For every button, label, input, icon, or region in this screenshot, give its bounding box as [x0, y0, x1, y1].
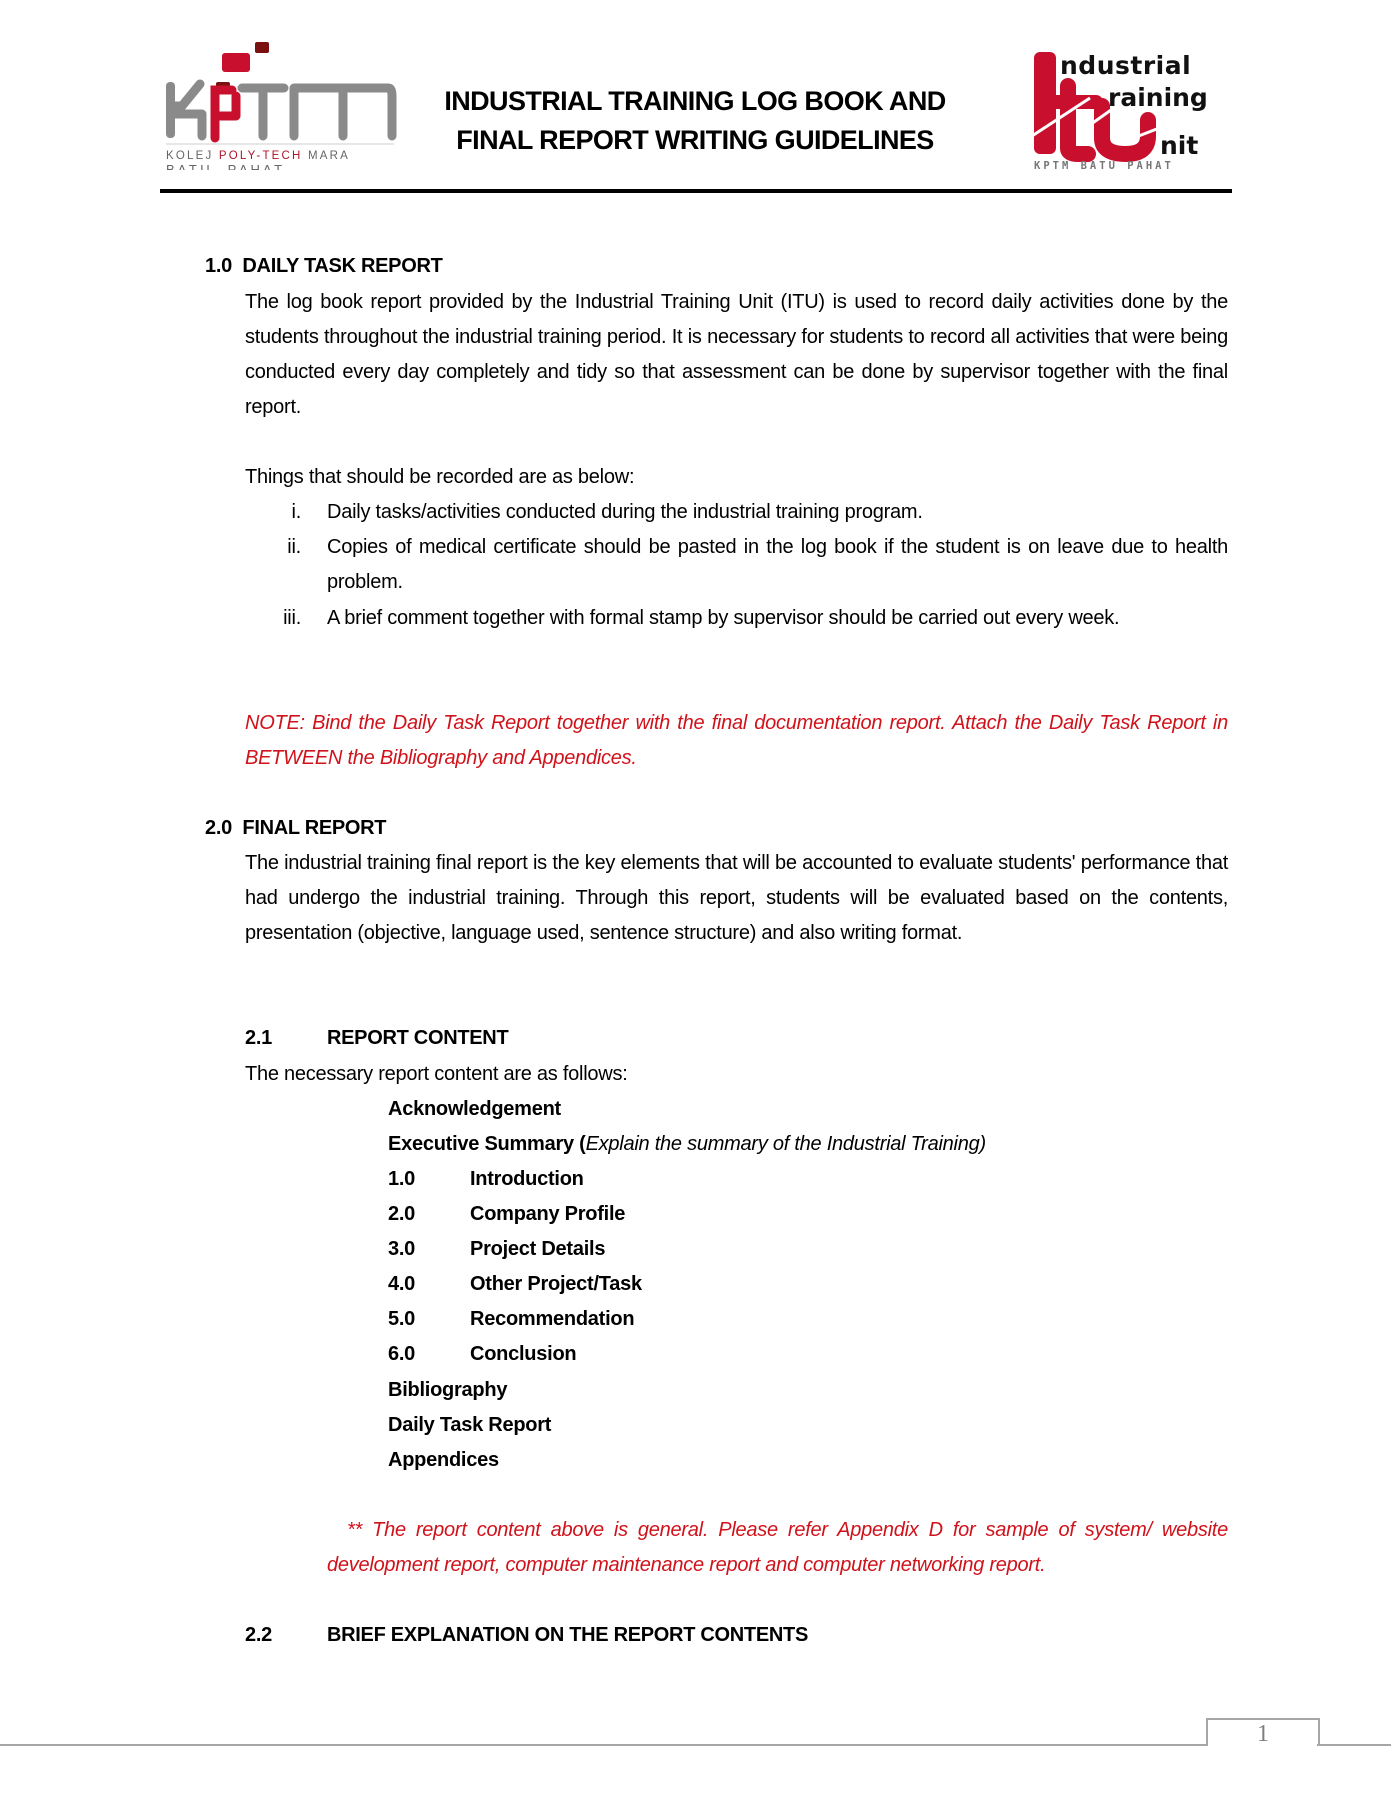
toc-item-conclusion [388, 1337, 576, 1372]
itu-logo [1030, 48, 1215, 173]
list-item-1 [245, 495, 1228, 530]
kptm-line1-c: MARA [307, 150, 350, 162]
toc-title: Project Details [470, 1238, 606, 1260]
toc-title: Introduction [470, 1168, 584, 1190]
list-item-number: ii. [287, 536, 301, 558]
toc-title: Appendices [388, 1449, 499, 1471]
toc-item-executive-summary [388, 1127, 986, 1162]
toc-title: Bibliography [388, 1379, 508, 1401]
toc-note: Explain the summary of the Industrial Training) [585, 1133, 986, 1155]
kptm-line2: B A T U P A H A T [166, 162, 283, 170]
subsection-2-1-title: REPORT CONTENT [327, 1027, 509, 1049]
toc-number: 4.0 [388, 1273, 416, 1295]
title-line-1: INDUSTRIAL TRAINING LOG BOOK AND [444, 86, 946, 116]
itu-word-training: raining [1108, 83, 1208, 112]
list-item-text: A brief comment together with formal stamp by supervisor should be carried out every week. [327, 607, 1120, 629]
toc-title: Conclusion [470, 1343, 577, 1365]
list-item-number: i. [291, 501, 301, 523]
subsection-2-1-number: 2.1 [245, 1027, 272, 1049]
kptm-logo-graphic [160, 40, 400, 170]
toc-number: 5.0 [388, 1308, 416, 1330]
toc-title: Acknowledgement [388, 1098, 561, 1120]
toc-title: Daily Task Report [388, 1414, 552, 1436]
section-2-paragraph: The industrial training final report is the key elements that will be accounted to evaluate students' performance that had undergo the industrial training. Through this report, students will be evaluated based on the contents, presentation (objective, language used, sentence structure) and also writing format. [245, 852, 1228, 944]
list-item-text: Daily tasks/activities conducted during the industrial training program. [327, 501, 923, 523]
itu-word-industrial: ndustrial [1060, 51, 1192, 80]
toc-number: 6.0 [388, 1343, 416, 1365]
toc-item-project-details [388, 1232, 605, 1267]
toc-number: 3.0 [388, 1238, 416, 1260]
list-intro: Things that should be recorded are as below: [245, 466, 635, 488]
svg-text:KOLEJ POLY-TECH MA [166, 150, 350, 162]
toc-title: Company Profile [470, 1203, 626, 1225]
toc-item-introduction [388, 1162, 584, 1197]
title-line-2: FINAL REPORT WRITING GUIDELINES [456, 125, 934, 155]
list-item-2 [245, 530, 1228, 600]
toc-item-other-project [388, 1267, 642, 1302]
itu-logo-graphic [1030, 48, 1215, 173]
kptm-line1-a: KOLEJ [166, 150, 214, 162]
section-1-paragraph: The log book report provided by the Industrial Training Unit (ITU) is used to record daily activities done by the students throughout the industrial training period. It is necessary for students to record all activities that were being conducted every day completely and tidy so that assessment can be done by supervisor together with the final report. [245, 291, 1228, 418]
subsection-2-2-title: BRIEF EXPLANATION ON THE REPORT CONTENTS [327, 1624, 808, 1646]
toc-number: 2.0 [388, 1203, 416, 1225]
document-title [400, 82, 990, 160]
subsection-2-2-number: 2.2 [245, 1624, 272, 1646]
footer-rule-left [0, 1744, 1207, 1746]
list-item-3 [245, 601, 1228, 671]
itu-footer-text: KPTM BATU PAHAT [1034, 160, 1174, 172]
daily-task-note: NOTE: Bind the Daily Task Report together with the final documentation report. Attach the Daily Task Report in BETWEEN the Bibliography and Appendices. [245, 712, 1228, 769]
report-content-intro: The necessary report content are as follows: [245, 1063, 628, 1085]
kptm-line1-b: POLY-TECH [218, 150, 303, 162]
toc-item-acknowledgement [388, 1092, 561, 1127]
footer-rule-right [1317, 1744, 1391, 1746]
toc-title: Recommendation [470, 1308, 635, 1330]
toc-title: Other Project/Task [470, 1273, 642, 1295]
itu-word-unit: nit [1160, 131, 1199, 160]
toc-item-company-profile [388, 1197, 625, 1232]
section-1-heading: 1.0 DAILY TASK REPORT [205, 255, 443, 277]
page-number: 1 [1257, 1721, 1269, 1747]
list-item-text: Copies of medical certificate should be pasted in the log book if the student is on leave due to health problem. [327, 536, 1228, 593]
toc-item-appendices [388, 1443, 499, 1478]
kptm-logo [160, 40, 400, 170]
toc-title: Executive Summary ( [388, 1133, 586, 1155]
toc-item-recommendation [388, 1302, 634, 1337]
report-content-remark: ** The report content above is general. Please refer Appendix D for sample of system/ website development report, computer maintenance report and computer networking report. [327, 1519, 1228, 1576]
toc-item-bibliography [388, 1373, 507, 1408]
toc-item-daily-task-report [388, 1408, 551, 1443]
list-item-number: iii. [283, 607, 301, 629]
header-divider [160, 189, 1232, 193]
toc-number: 1.0 [388, 1168, 416, 1190]
section-2-heading: 2.0 FINAL REPORT [205, 817, 387, 839]
